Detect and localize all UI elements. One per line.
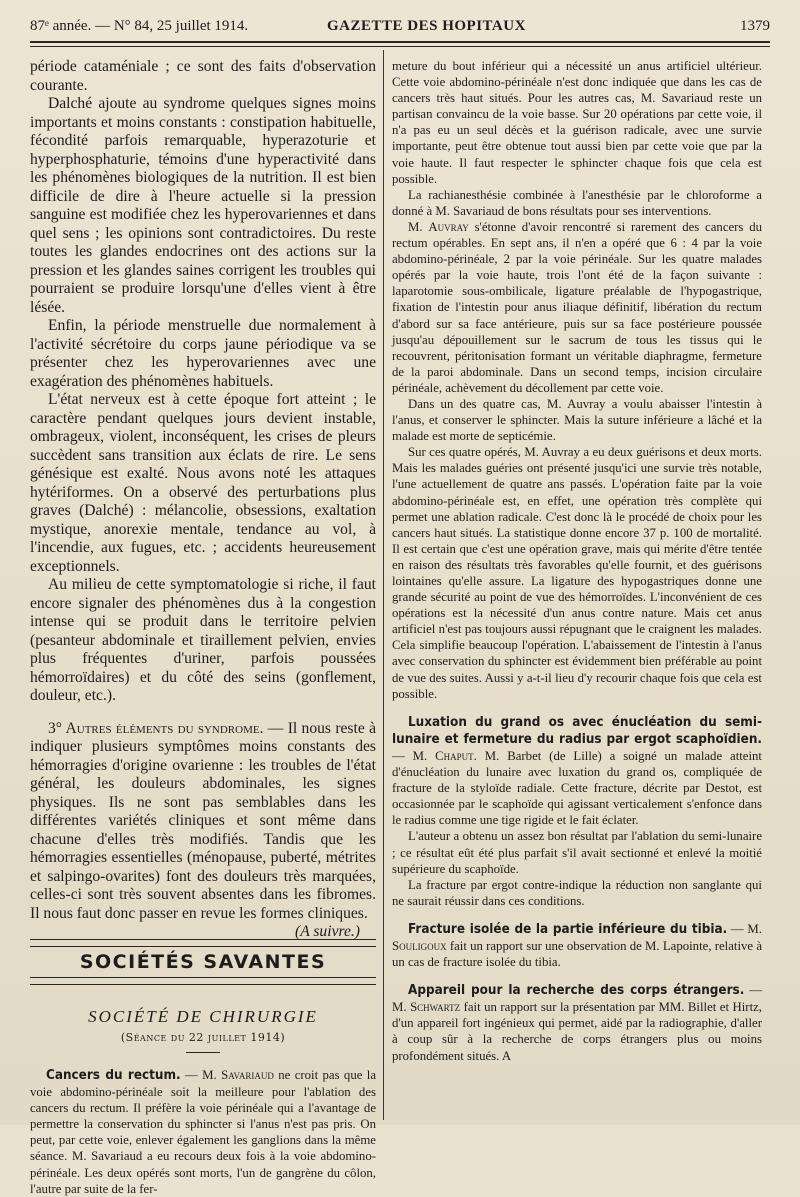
- right-column: [392, 58, 762, 1118]
- article-heading: Fracture isolée de la partie inférieure du tibia.: [408, 921, 728, 937]
- section-lead: 3° Autres éléments du syndrome.: [48, 719, 264, 737]
- article-heading: Appareil pour la recherche des corps étrangers.: [408, 983, 745, 999]
- author-name: Schwartz: [410, 1000, 461, 1015]
- paragraph: [30, 719, 376, 940]
- text: — M.: [392, 983, 763, 1015]
- paragraph: Enfin, la période menstruelle due normalement à l'activité sécrétoire du corps jaune périodique va se présenter chez les hyperovariennes avec une exagération des phénomènes habituels.: [30, 317, 376, 390]
- article-paragraph: [392, 982, 762, 1063]
- text: s'étonne d'avoir rencontré si rarement des cancers du rectum opérables. En sept ans, il n'en a opéré que 6 : 4 par la voie abdomino-périnéale, 2 par la voie périnéale. Sur les quatre malades opérés par la voie haute, trois l'ont été de la façon suivante : laparotomie sous-ombilicale, ligature préalable de l'hypogastrique, fixation de l'intestin pour anus iliaque définitif, libération du rectum d'abord sur sa face antérieure, puis sur sa face postérieure poussée jusqu'au dépouillement sur le sacrum de tous les tissus qui le recouvrent, péritonisation formant un véritable diaphragme, fermeture de la paroi abdominale. Dans un second temps, incision circulaire périnéale, achèvement du décollement par cette voie.: [392, 219, 762, 395]
- article-paragraph: [392, 714, 762, 829]
- text: . M. Barbet (de Lille) a soigné un malade atteint d'énucléation du lunaire avec luxation du grand os, compliquée de fracture de la styloïde radiale. Cette fracture, décrite par Destot, est occasionnée par le scaphoïde qui agissant verticalement s'enfonce dans le radius comme une tige rigide et le fait éclater.: [392, 748, 762, 828]
- subsection-title: SOCIÉTÉ DE CHIRURGIE: [88, 1007, 318, 1026]
- text: — M.: [727, 921, 762, 936]
- text: fait un rapport sur la présentation par MM. Billet et Hirtz, d'un appareil fort ingénieux qui permet, aidé par la radiographie, d'aller à coup sûr à la recherche de corps étrangers plus ou moins profondément situés. A: [392, 1000, 763, 1063]
- issue-info: 87ᵉ année. — N° 84, 25 juillet 1914.: [30, 18, 249, 34]
- left-column: [30, 58, 376, 1196]
- section-banner: [30, 939, 376, 985]
- paragraph: période cataméniale ; ce sont des faits d'observation courante.: [30, 58, 376, 94]
- article-heading: Cancers du rectum.: [46, 1068, 181, 1083]
- article-paragraph: [392, 921, 762, 970]
- article-paragraph: [30, 1067, 376, 1197]
- author-name: Souligoux: [392, 938, 447, 953]
- paragraph: L'auteur a obtenu un assez bon résultat par l'ablation du semi-lunaire ; ce résultat eût été plus parfait s'il avait sectionné et enlevé la moitié supérieure du scaphoïde.: [392, 829, 762, 876]
- text: M.: [408, 219, 429, 234]
- text: fait un rapport sur une observation de M. Lapointe, relative à un cas de fracture isolée du tibia.: [392, 938, 762, 970]
- paragraph: meture du bout inférieur qui a nécessité un anus artificiel ultérieur. Cette voie abdomino-périnéale n'est donc indiquée que dans les cas de cancers très haut situés. Pour les autres cas, M. Savariaud reste un partisan convaincu de la voie basse. Sur 20 opérations par cette voie, il n'a pas eu un seul décès et la guérison radicale, avec une survie importante, peut être obtenue tout aussi bien par cette voie que par la voie haute. Il faut respecter le sphincter chaque fois que cela est possible.: [392, 59, 762, 186]
- paragraph: Dalché ajoute au syndrome quelques signes moins importants et moins constants : constipation habituelle, fécondité parfois remarquable, hyperazoturie et hyperphosphaturie, témoins d'une hyperactivité dans les phénomènes biologiques de la nutrition. Il est bien difficile de dire à l'heure actuelle si la pression sanguine est modifiée chez les hyperovariennes et dans quel sens ; les opinions sont contradictoires. Du reste toutes les glandes endocrines ont des actions sur la pression et les glandes saines corrigent les troubles qui pourraient se produire lorsqu'une d'elles vient à être lésée.: [30, 95, 376, 316]
- header-rule-thin: [30, 46, 770, 47]
- journal-title: GAZETTE DES HOPITAUX: [327, 18, 526, 34]
- paragraph: Dans un des quatre cas, M. Auvray a voulu abaisser l'intestin à l'anus, et conserver le sphincter. Mais la suture inférieure a lâché et la malade est morte de septicémie.: [392, 396, 762, 444]
- header-rule-thick: [30, 41, 770, 43]
- paragraph: La fracture par ergot contre-indique la réduction non sanglante qui ne saurait réussir dans ces conditions.: [392, 877, 762, 908]
- divider: [186, 1052, 220, 1053]
- session-date: (Séance du 22 juillet 1914): [120, 1031, 286, 1044]
- section-title: SOCIÉTÉS SAVANTES: [79, 951, 327, 973]
- paragraph: La rachianesthésie combinée à l'anesthésie par le chloroforme a donné à M. Savariaud de bons résultats pour ses interventions.: [392, 187, 762, 218]
- text: — M.: [392, 748, 436, 763]
- paragraph: Sur ces quatre opérés, M. Auvray a eu deux guérisons et deux morts. Mais les malades guéries ont présenté jusqu'ici une survie très notable, l'une actuellement de quatre ans passés. L'opération faite par la voie abdomino-périnéale est, en effet, une opération très complète qui permet une ablation radicale. C'est donc là le procédé de choix pour les cancers haut situés. La statistique donne encore 37 p. 100 de mortalité. Il est certain que c'est une opération grave, mais qui mérite d'être tentée en raison des résultats très favorables qu'elle fournit, et des guérisons lointaines qu'elle assure. La ligature des hypogastriques donne une grande sécurité au point de vue des hémorroïdes. L'inconvénient de ces opérations est la nécessité d'un anus contre nature. Mais cet anus artificiel n'est pas toujours aussi répugnant que le craignent les malades. Cela simplifie beaucoup l'opération. L'abaissement de l'intestin à l'anus avec conservation du sphincter est évidemment bien préférable au point de vue des suites. Aussi y a-t-il lieu d'y recourir chaque fois que cela est possible.: [392, 445, 762, 701]
- paragraph: [392, 219, 762, 396]
- author-name: Savariaud: [221, 1068, 274, 1082]
- page-number: 1379: [740, 18, 770, 34]
- column-divider: [383, 50, 384, 1120]
- to-follow-note: (A suivre.): [295, 923, 360, 940]
- page-header: [30, 16, 770, 38]
- paragraph-text: — Il nous reste à indiquer plusieurs symptômes moins constants des hémorragies d'origine ovarienne : les troubles de l'état général, les douleurs abdominales, les signes physiques. Ils ne sont pas semblables dans les différentes variétés cliniques et sont même dans chacune d'elles très modifiés. Tandis que les hémorragies essentielles (ménopause, puberté, métrites et salpingo-ovarites) font des douleurs très marquées, celles-ci sont très souvent absentes dans les fibromes. Il nous faut donc passer en revue les formes cliniques.: [30, 719, 376, 922]
- text: — M.: [180, 1068, 222, 1082]
- author-name: Chaput: [435, 748, 474, 763]
- article-heading: Luxation du grand os avec énucléation du semi-lunaire et fermeture du radius par ergot scaphoïdien.: [392, 714, 762, 747]
- paragraph: L'état nerveux est à cette époque fort atteint ; le caractère pendant quelques jours devient instable, ombrageux, violent, inconséquent, les crises de pleurs succèdent sans transition aux éclats de rire. Le sens génésique est exalté. Nous avons noté les attaques hytériformes. On a observé des perturbations plus graves (Dalché) : mélancolie, obsessions, exaltation mystique, anorexie mentale, tendance au vol, à l'incendie, aux fugues, etc. ; accidents heureusement exceptionnels.: [30, 391, 376, 575]
- author-name: Auvray: [428, 219, 469, 234]
- text: ne croit pas que la voie abdomino-périnéale soit la meilleure pour l'ablation des cancers du rectum. Il préfère la voie périnéale qui a l'avantage de permettre la conservation du sphincter si l'anus n'est pas pris. On peut, par cette voie, enlever également les ganglions dans la même séance. M. Savariaud a eu recours deux fois à la voie abdomino-périnéale. Les deux opérés sont morts, l'un de gangrène du côlon, l'autre par suite de la fer-: [30, 1068, 376, 1196]
- paragraph: Au milieu de cette symptomatologie si riche, il faut encore signaler des phénomènes dus à la congestion intense qui se produit dans le territoire pelvien (pesanteur abdominale et tiraillement pelvien, envies plus fréquentes d'uriner, parfois poussées hémorroïdaires) et du côté des seins (gonflement, douleur, etc.).: [30, 576, 376, 704]
